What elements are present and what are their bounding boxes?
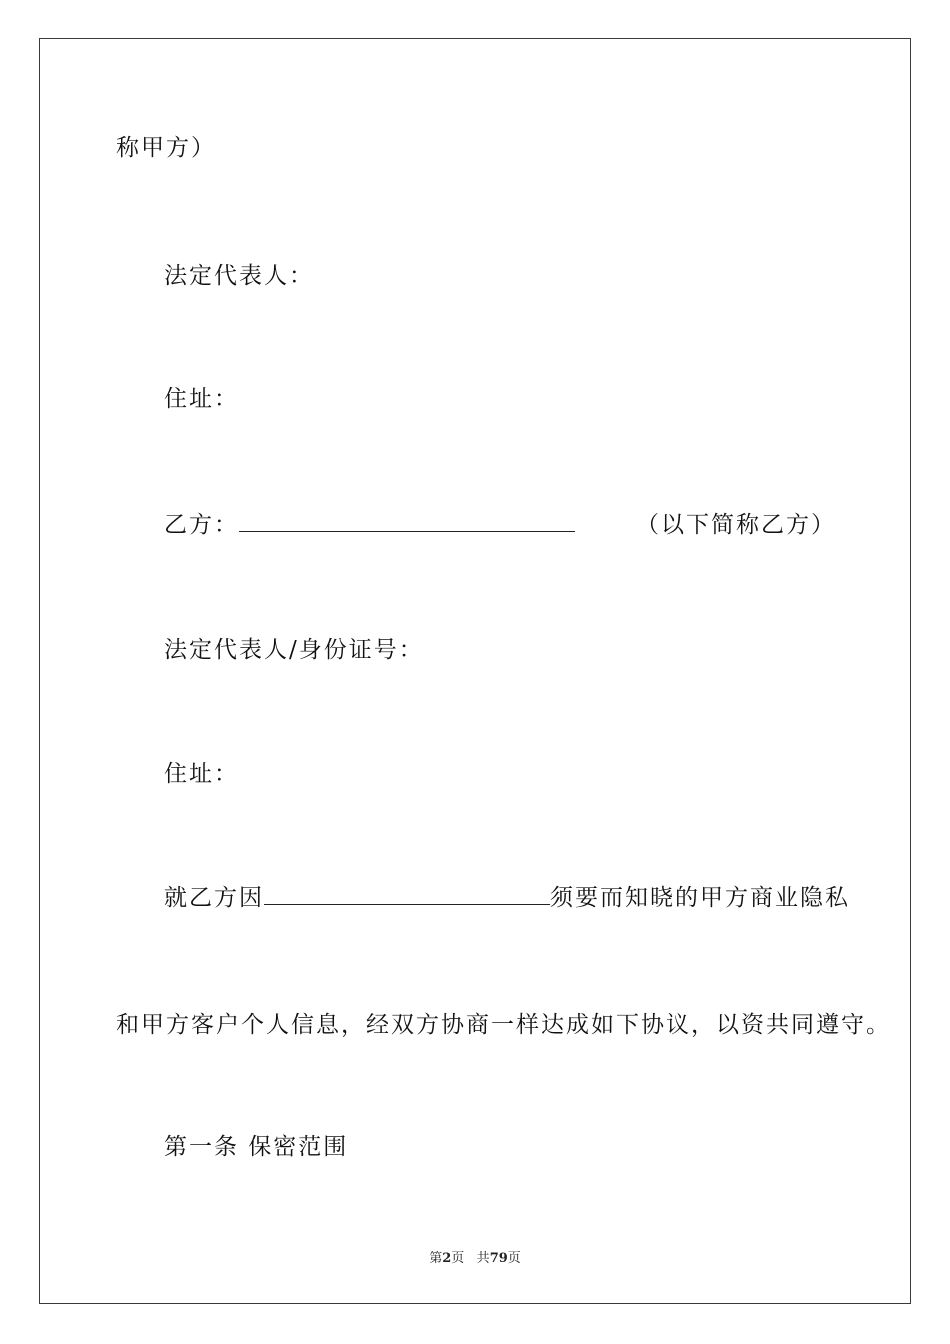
section-heading-article-1: 第一条 保密范围: [164, 1134, 349, 1160]
footer-page-post: 页: [451, 1251, 465, 1266]
text-line-address-a: 住址：: [164, 386, 239, 412]
footer-total-pre: 共: [476, 1251, 490, 1266]
footer-total-post: 页: [507, 1251, 521, 1266]
text-line-address-b: 住址：: [164, 761, 239, 787]
text-line-party-a-continued: 称甲方）: [116, 135, 216, 161]
text-line-legal-representative: 法定代表人：: [164, 263, 314, 289]
text-line-agreement: 和甲方客户个人信息，经双方协商一样达成如下协议，以资共同遵守。: [116, 1012, 891, 1038]
purpose-suffix: 须要而知晓的甲方商业隐私: [550, 885, 850, 911]
page-border: [39, 38, 911, 1304]
purpose-blank: [264, 886, 550, 905]
purpose-prefix: 就乙方因: [164, 885, 264, 911]
text-line-party-b: [164, 510, 575, 540]
party-b-label: 乙方：: [164, 512, 239, 538]
footer-page-number: 2: [442, 1251, 452, 1266]
footer-page-pre: 第: [429, 1251, 443, 1266]
text-line-legal-rep-id: 法定代表人/身份证号：: [164, 637, 424, 663]
page-footer: [0, 1247, 950, 1266]
party-b-blank: [239, 513, 575, 532]
party-b-abbrev: （以下简称乙方）: [636, 512, 836, 538]
text-line-purpose: [164, 883, 850, 913]
footer-total-pages: 79: [489, 1251, 508, 1266]
